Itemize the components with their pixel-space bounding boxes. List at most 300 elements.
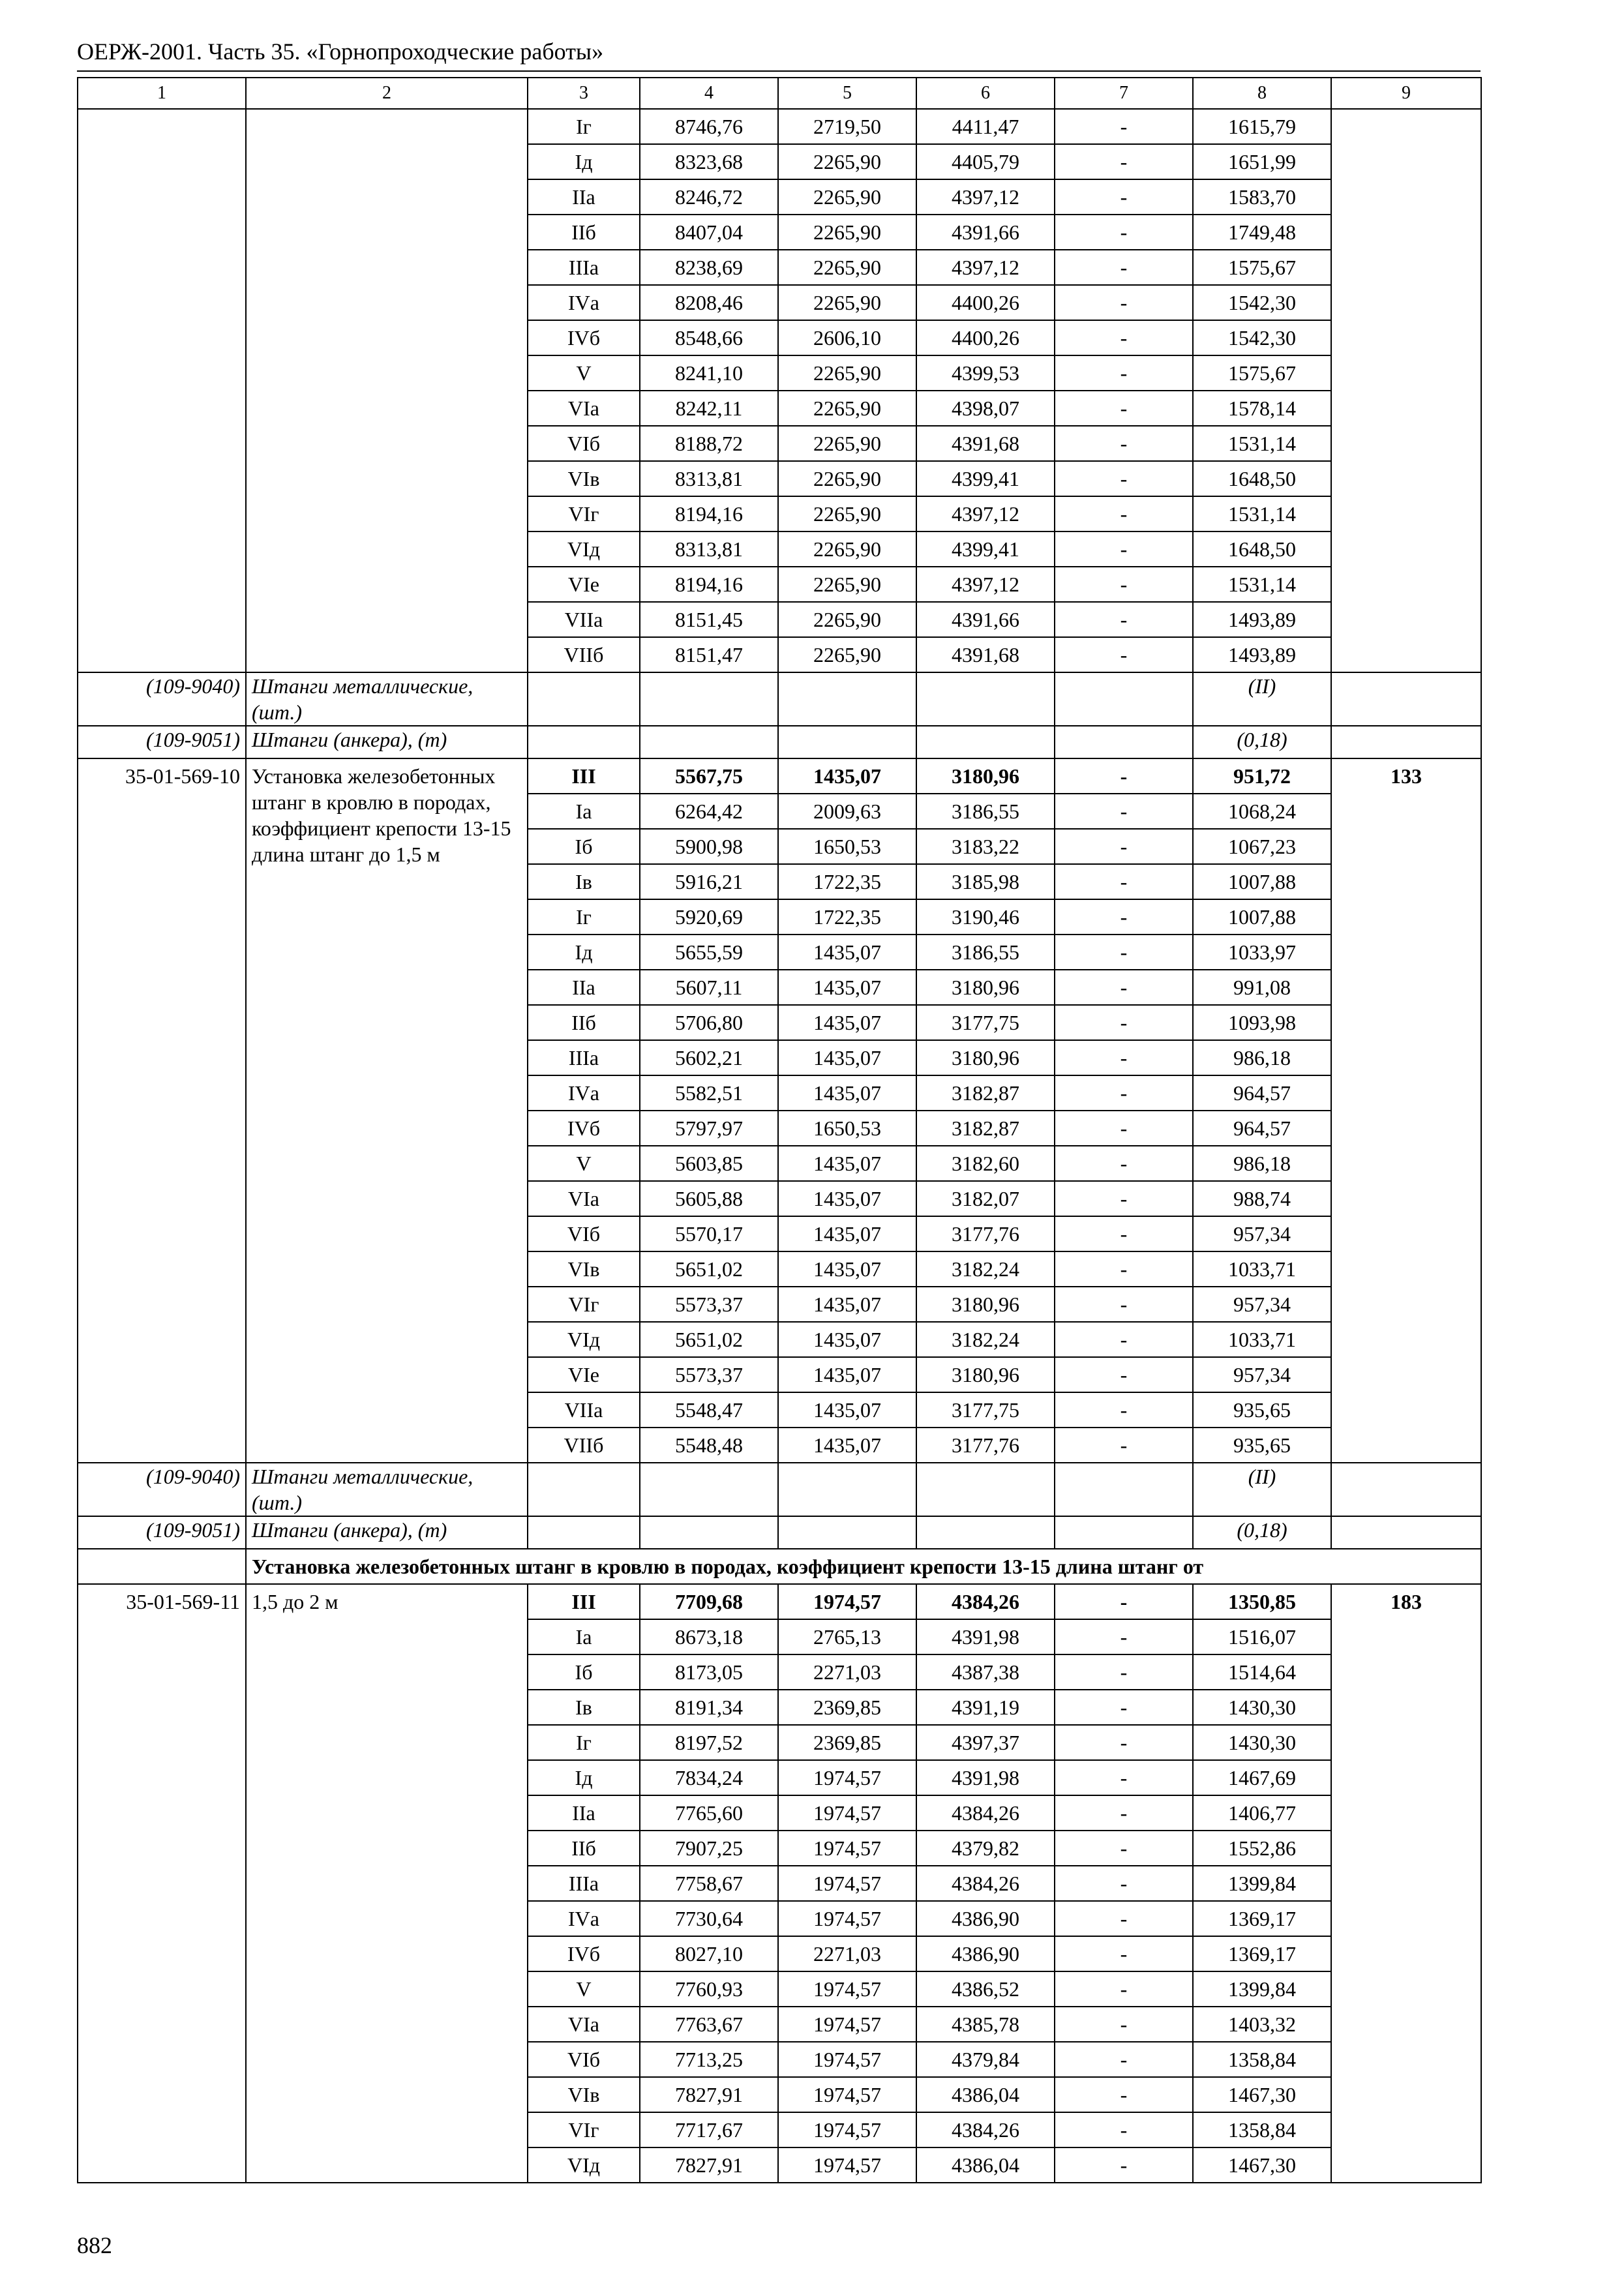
value-cell: 4397,12 — [916, 250, 1055, 285]
value-cell: 1974,57 — [778, 2042, 916, 2077]
value-cell: - — [1055, 531, 1193, 567]
value-cell: 8246,72 — [640, 179, 778, 215]
value-cell: 4391,68 — [916, 426, 1055, 461]
zone-cell: Iб — [528, 1654, 640, 1690]
zone-cell: VIг — [528, 2112, 640, 2147]
value-cell: - — [1055, 1428, 1193, 1463]
value-cell: - — [1055, 1795, 1193, 1831]
value-cell: 1430,30 — [1193, 1725, 1331, 1760]
column-number: 9 — [1331, 78, 1481, 109]
value-cell: 1350,85 — [1193, 1584, 1331, 1619]
value-cell: 1435,07 — [778, 1181, 916, 1216]
zone-cell: VIе — [528, 1357, 640, 1392]
value-cell: - — [1055, 1584, 1193, 1619]
value-cell: 1435,07 — [778, 758, 916, 794]
value-cell: 3186,55 — [916, 935, 1055, 970]
material-code: (109-9040) — [78, 1463, 246, 1516]
empty-cell — [528, 726, 640, 758]
value-cell: 5607,11 — [640, 970, 778, 1005]
value-cell: 8241,10 — [640, 355, 778, 391]
value-cell: - — [1055, 250, 1193, 285]
value-cell: 957,34 — [1193, 1287, 1331, 1322]
value-cell: - — [1055, 1392, 1193, 1428]
value-cell: 8242,11 — [640, 391, 778, 426]
empty-cell — [778, 726, 916, 758]
value-cell: 2265,90 — [778, 637, 916, 672]
value-cell: 8407,04 — [640, 215, 778, 250]
value-cell: 1974,57 — [778, 1584, 916, 1619]
empty-cell — [916, 1463, 1055, 1516]
value-cell: - — [1055, 1866, 1193, 1901]
value-cell: 1516,07 — [1193, 1619, 1331, 1654]
value-cell: 7827,91 — [640, 2147, 778, 2183]
value-cell: 2265,90 — [778, 285, 916, 320]
zone-cell: VIб — [528, 2042, 640, 2077]
value-cell: - — [1055, 461, 1193, 496]
value-cell: 4397,12 — [916, 567, 1055, 602]
value-cell: - — [1055, 320, 1193, 355]
section-heading-row — [78, 1549, 1481, 1584]
value-cell: 8194,16 — [640, 496, 778, 531]
value-cell: - — [1055, 794, 1193, 829]
zone-cell: Iг — [528, 1725, 640, 1760]
value-cell: 1583,70 — [1193, 179, 1331, 215]
zone-cell: VIа — [528, 1181, 640, 1216]
rate-name — [246, 109, 528, 672]
value-cell: - — [1055, 1936, 1193, 1971]
value-cell: 1531,14 — [1193, 496, 1331, 531]
value-cell: 2265,90 — [778, 250, 916, 285]
value-cell: 1974,57 — [778, 2147, 916, 2183]
value-cell: - — [1055, 935, 1193, 970]
value-cell: 1435,07 — [778, 1075, 916, 1111]
value-cell: 1033,71 — [1193, 1322, 1331, 1357]
value-cell: 4391,66 — [916, 602, 1055, 637]
value-cell: 1542,30 — [1193, 320, 1331, 355]
value-cell: 3182,87 — [916, 1111, 1055, 1146]
value-cell: 1531,14 — [1193, 426, 1331, 461]
value-cell: 2265,90 — [778, 391, 916, 426]
column-number: 1 — [78, 78, 246, 109]
value-cell: - — [1055, 970, 1193, 1005]
value-cell: 1403,32 — [1193, 2007, 1331, 2042]
value-cell: 7907,25 — [640, 1831, 778, 1866]
zone-cell: IVб — [528, 320, 640, 355]
value-cell: 1435,07 — [778, 970, 916, 1005]
value-cell: 1575,67 — [1193, 355, 1331, 391]
value-cell: - — [1055, 215, 1193, 250]
zone-cell: VIа — [528, 2007, 640, 2042]
value-cell: 4400,26 — [916, 285, 1055, 320]
value-cell: 3177,76 — [916, 1216, 1055, 1251]
value-cell: - — [1055, 2147, 1193, 2183]
zone-cell: IIа — [528, 179, 640, 215]
value-cell: - — [1055, 391, 1193, 426]
value-cell: - — [1055, 426, 1193, 461]
value-cell: - — [1055, 1075, 1193, 1111]
value-cell: 7765,60 — [640, 1795, 778, 1831]
value-cell: 3182,24 — [916, 1322, 1055, 1357]
value-cell: - — [1055, 285, 1193, 320]
zone-cell: VIа — [528, 391, 640, 426]
empty-cell — [640, 726, 778, 758]
value-cell: - — [1055, 1619, 1193, 1654]
value-cell: 3180,96 — [916, 1357, 1055, 1392]
value-cell: 964,57 — [1193, 1111, 1331, 1146]
value-cell: 1578,14 — [1193, 391, 1331, 426]
value-cell: 5548,48 — [640, 1428, 778, 1463]
zone-cell: Iг — [528, 899, 640, 935]
value-cell: 1467,69 — [1193, 1760, 1331, 1795]
value-cell: 4391,68 — [916, 637, 1055, 672]
value-cell: 3180,96 — [916, 758, 1055, 794]
value-cell: 8151,47 — [640, 637, 778, 672]
value-cell: 8188,72 — [640, 426, 778, 461]
value-cell: 3185,98 — [916, 864, 1055, 899]
value-cell: - — [1055, 1181, 1193, 1216]
value-cell: 1435,07 — [778, 1040, 916, 1075]
value-cell: 4384,26 — [916, 2112, 1055, 2147]
material-value: (II) — [1193, 672, 1331, 726]
value-cell: - — [1055, 637, 1193, 672]
value-cell: 1467,30 — [1193, 2077, 1331, 2112]
value-cell: - — [1055, 496, 1193, 531]
value-cell: 7760,93 — [640, 1971, 778, 2007]
value-cell: 3180,96 — [916, 1040, 1055, 1075]
value-cell: 7717,67 — [640, 2112, 778, 2147]
value-cell: 986,18 — [1193, 1146, 1331, 1181]
zone-cell: IVб — [528, 1936, 640, 1971]
value-cell: 4386,90 — [916, 1936, 1055, 1971]
value-cell: - — [1055, 1005, 1193, 1040]
col9-cell — [1331, 109, 1481, 672]
rate-code: 35-01-569-11 — [78, 1584, 246, 2183]
value-cell: 3182,24 — [916, 1251, 1055, 1287]
value-cell: 8323,68 — [640, 144, 778, 179]
empty-cell — [1331, 1463, 1481, 1516]
zone-cell: VIIа — [528, 1392, 640, 1428]
empty-cell — [1331, 1516, 1481, 1549]
value-cell: 1974,57 — [778, 2077, 916, 2112]
value-cell: 4391,66 — [916, 215, 1055, 250]
value-cell: 935,65 — [1193, 1428, 1331, 1463]
value-cell: - — [1055, 1725, 1193, 1760]
zone-cell: Iа — [528, 1619, 640, 1654]
zone-cell: VIIа — [528, 602, 640, 637]
value-cell: 1435,07 — [778, 935, 916, 970]
material-name: Штанги (анкера), (т) — [246, 726, 528, 758]
value-cell: 8191,34 — [640, 1690, 778, 1725]
zone-cell: VIIб — [528, 637, 640, 672]
value-cell: 3182,60 — [916, 1146, 1055, 1181]
value-cell: 2719,50 — [778, 109, 916, 144]
zone-cell: V — [528, 355, 640, 391]
zone-cell: Iб — [528, 829, 640, 864]
empty-cell — [1055, 1463, 1193, 1516]
value-cell: 1435,07 — [778, 1146, 916, 1181]
value-cell: 1430,30 — [1193, 1690, 1331, 1725]
value-cell: 1435,07 — [778, 1392, 916, 1428]
value-cell: - — [1055, 1111, 1193, 1146]
value-cell: - — [1055, 2077, 1193, 2112]
value-cell: 3180,96 — [916, 970, 1055, 1005]
value-cell: 3177,75 — [916, 1392, 1055, 1428]
value-cell: 5651,02 — [640, 1322, 778, 1357]
value-cell: 7827,91 — [640, 2077, 778, 2112]
empty-cell — [1055, 726, 1193, 758]
value-cell: 4386,52 — [916, 1971, 1055, 2007]
column-number: 3 — [528, 78, 640, 109]
value-cell: 4386,90 — [916, 1901, 1055, 1936]
value-cell: 2265,90 — [778, 531, 916, 567]
value-cell: 1399,84 — [1193, 1866, 1331, 1901]
value-cell: 2265,90 — [778, 426, 916, 461]
value-cell: 988,74 — [1193, 1181, 1331, 1216]
value-cell: 1974,57 — [778, 1831, 916, 1866]
material-name: Штанги металлические, (шт.) — [246, 672, 528, 726]
rate-name — [246, 758, 528, 1463]
empty-cell — [916, 1516, 1055, 1549]
value-cell: 8151,45 — [640, 602, 778, 637]
table-row — [78, 1584, 1481, 1619]
value-cell: 5900,98 — [640, 829, 778, 864]
value-cell: 1648,50 — [1193, 461, 1331, 496]
value-cell: 2265,90 — [778, 355, 916, 391]
rate-name — [246, 1584, 528, 2183]
material-name: Штанги (анкера), (т) — [246, 1516, 528, 1549]
value-cell: 8313,81 — [640, 461, 778, 496]
value-cell: 4405,79 — [916, 144, 1055, 179]
value-cell: 4399,41 — [916, 461, 1055, 496]
value-cell: 1067,23 — [1193, 829, 1331, 864]
value-cell: 2265,90 — [778, 215, 916, 250]
column-number: 5 — [778, 78, 916, 109]
value-cell: 2265,90 — [778, 179, 916, 215]
value-cell: 1974,57 — [778, 1795, 916, 1831]
value-cell: 4411,47 — [916, 109, 1055, 144]
zone-cell: IVа — [528, 1901, 640, 1936]
value-cell: 4384,26 — [916, 1866, 1055, 1901]
value-cell: 3190,46 — [916, 899, 1055, 935]
table-row — [78, 758, 1481, 794]
value-cell: 4397,12 — [916, 179, 1055, 215]
value-cell: 1552,86 — [1193, 1831, 1331, 1866]
value-cell: 1542,30 — [1193, 285, 1331, 320]
value-cell: 3182,87 — [916, 1075, 1055, 1111]
value-cell: - — [1055, 2007, 1193, 2042]
value-cell: 4398,07 — [916, 391, 1055, 426]
value-cell: 5920,69 — [640, 899, 778, 935]
value-cell: - — [1055, 1654, 1193, 1690]
value-cell: 5570,17 — [640, 1216, 778, 1251]
value-cell: 3177,76 — [916, 1428, 1055, 1463]
material-code: (109-9051) — [78, 726, 246, 758]
value-cell: 4399,53 — [916, 355, 1055, 391]
material-row — [78, 672, 1481, 726]
value-cell: 1435,07 — [778, 1287, 916, 1322]
material-name: Штанги металлические, (шт.) — [246, 1463, 528, 1516]
zone-cell: VIг — [528, 496, 640, 531]
value-cell: 1369,17 — [1193, 1901, 1331, 1936]
value-cell: 2265,90 — [778, 144, 916, 179]
value-cell: 6264,42 — [640, 794, 778, 829]
value-cell: - — [1055, 1357, 1193, 1392]
value-cell: 7834,24 — [640, 1760, 778, 1795]
value-cell: 8746,76 — [640, 109, 778, 144]
value-cell: 4379,82 — [916, 1831, 1055, 1866]
empty-cell — [640, 1516, 778, 1549]
material-row — [78, 726, 1481, 758]
value-cell: - — [1055, 899, 1193, 935]
value-cell: 1722,35 — [778, 864, 916, 899]
value-cell: 5797,97 — [640, 1111, 778, 1146]
value-cell: 8027,10 — [640, 1936, 778, 1971]
value-cell: 1974,57 — [778, 2112, 916, 2147]
value-cell: 7713,25 — [640, 2042, 778, 2077]
zone-cell: VIг — [528, 1287, 640, 1322]
rate-name-text: 1,5 до 2 м — [252, 1590, 338, 1613]
value-cell: 1033,71 — [1193, 1251, 1331, 1287]
value-cell: 1435,07 — [778, 1322, 916, 1357]
value-cell: 7730,64 — [640, 1901, 778, 1936]
zone-cell: VIб — [528, 426, 640, 461]
value-cell: 5573,37 — [640, 1287, 778, 1322]
zone-cell: VIв — [528, 2077, 640, 2112]
value-cell: - — [1055, 567, 1193, 602]
material-code: (109-9051) — [78, 1516, 246, 1549]
zone-cell: VIд — [528, 531, 640, 567]
value-cell: - — [1055, 864, 1193, 899]
page-number: 882 — [77, 2232, 112, 2258]
value-cell: 5567,75 — [640, 758, 778, 794]
rate-code — [78, 109, 246, 672]
value-cell: 986,18 — [1193, 1040, 1331, 1075]
empty-cell — [1331, 672, 1481, 726]
value-cell: 2265,90 — [778, 567, 916, 602]
value-cell: 1974,57 — [778, 2007, 916, 2042]
empty-cell — [778, 1516, 916, 1549]
material-row — [78, 1516, 1481, 1549]
value-cell: 1974,57 — [778, 1760, 916, 1795]
empty-cell — [916, 726, 1055, 758]
material-row — [78, 1463, 1481, 1516]
value-cell: 1493,89 — [1193, 637, 1331, 672]
zone-cell: VIе — [528, 567, 640, 602]
zone-cell: VIб — [528, 1216, 640, 1251]
value-cell: 7709,68 — [640, 1584, 778, 1619]
value-cell: - — [1055, 109, 1193, 144]
value-cell: 2265,90 — [778, 461, 916, 496]
value-cell: 4399,41 — [916, 531, 1055, 567]
value-cell: - — [1055, 1831, 1193, 1866]
value-cell: 7758,67 — [640, 1866, 778, 1901]
value-cell: 7763,67 — [640, 2007, 778, 2042]
value-cell: 1974,57 — [778, 1901, 916, 1936]
zone-cell: VIв — [528, 461, 640, 496]
value-cell: 951,72 — [1193, 758, 1331, 794]
value-cell: 1650,53 — [778, 829, 916, 864]
zone-cell: Iг — [528, 109, 640, 144]
value-cell: - — [1055, 602, 1193, 637]
value-cell: 2009,63 — [778, 794, 916, 829]
value-cell: - — [1055, 1690, 1193, 1725]
value-cell: 964,57 — [1193, 1075, 1331, 1111]
value-cell: 4387,38 — [916, 1654, 1055, 1690]
value-cell: 8238,69 — [640, 250, 778, 285]
value-cell: 2606,10 — [778, 320, 916, 355]
zone-cell: VIд — [528, 1322, 640, 1357]
zone-cell: Iв — [528, 1690, 640, 1725]
value-cell: - — [1055, 1216, 1193, 1251]
value-cell: 2265,90 — [778, 602, 916, 637]
zone-cell: VIв — [528, 1251, 640, 1287]
zone-cell: V — [528, 1971, 640, 2007]
col9-cell: 133 — [1331, 758, 1481, 1463]
value-cell: 991,08 — [1193, 970, 1331, 1005]
value-cell: 2271,03 — [778, 1654, 916, 1690]
zone-cell: Iд — [528, 935, 640, 970]
col9-cell: 183 — [1331, 1584, 1481, 2183]
value-cell: - — [1055, 1146, 1193, 1181]
value-cell: 1974,57 — [778, 1971, 916, 2007]
empty-cell — [1331, 726, 1481, 758]
value-cell: 1650,53 — [778, 1111, 916, 1146]
value-cell: 5655,59 — [640, 935, 778, 970]
value-cell: - — [1055, 1760, 1193, 1795]
value-cell: - — [1055, 829, 1193, 864]
value-cell: 1033,97 — [1193, 935, 1331, 970]
zone-cell: Iв — [528, 864, 640, 899]
empty-cell — [78, 1549, 246, 1584]
value-cell: 1514,64 — [1193, 1654, 1331, 1690]
value-cell: 4391,19 — [916, 1690, 1055, 1725]
value-cell: 1467,30 — [1193, 2147, 1331, 2183]
zone-cell: IVа — [528, 285, 640, 320]
value-cell: 5582,51 — [640, 1075, 778, 1111]
material-value: (II) — [1193, 1463, 1331, 1516]
empty-cell — [528, 1516, 640, 1549]
value-cell: 1435,07 — [778, 1428, 916, 1463]
value-cell: - — [1055, 1040, 1193, 1075]
zone-cell: IVб — [528, 1111, 640, 1146]
value-cell: - — [1055, 1287, 1193, 1322]
value-cell: 4384,26 — [916, 1795, 1055, 1831]
page-header: ОЕРЖ-2001. Часть 35. «Горнопроходческие работы» — [77, 38, 604, 65]
value-cell: 1615,79 — [1193, 109, 1331, 144]
empty-cell — [916, 672, 1055, 726]
material-code: (109-9040) — [78, 672, 246, 726]
value-cell: 4379,84 — [916, 2042, 1055, 2077]
zone-cell: VIд — [528, 2147, 640, 2183]
value-cell: - — [1055, 355, 1193, 391]
value-cell: - — [1055, 144, 1193, 179]
value-cell: 1493,89 — [1193, 602, 1331, 637]
value-cell: 5916,21 — [640, 864, 778, 899]
column-number: 8 — [1193, 78, 1331, 109]
value-cell: 1722,35 — [778, 899, 916, 935]
value-cell: 2765,13 — [778, 1619, 916, 1654]
value-cell: - — [1055, 1971, 1193, 2007]
section-heading: Установка железобетонных штанг в кровлю в породах, коэффициент крепости 13-15 длина штанг от — [246, 1549, 1481, 1584]
empty-cell — [640, 672, 778, 726]
zone-cell: Iд — [528, 144, 640, 179]
value-cell: - — [1055, 179, 1193, 215]
value-cell: 1435,07 — [778, 1005, 916, 1040]
zone-cell: VIIб — [528, 1428, 640, 1463]
value-cell: - — [1055, 2042, 1193, 2077]
value-cell: 4385,78 — [916, 2007, 1055, 2042]
zone-cell: Iа — [528, 794, 640, 829]
